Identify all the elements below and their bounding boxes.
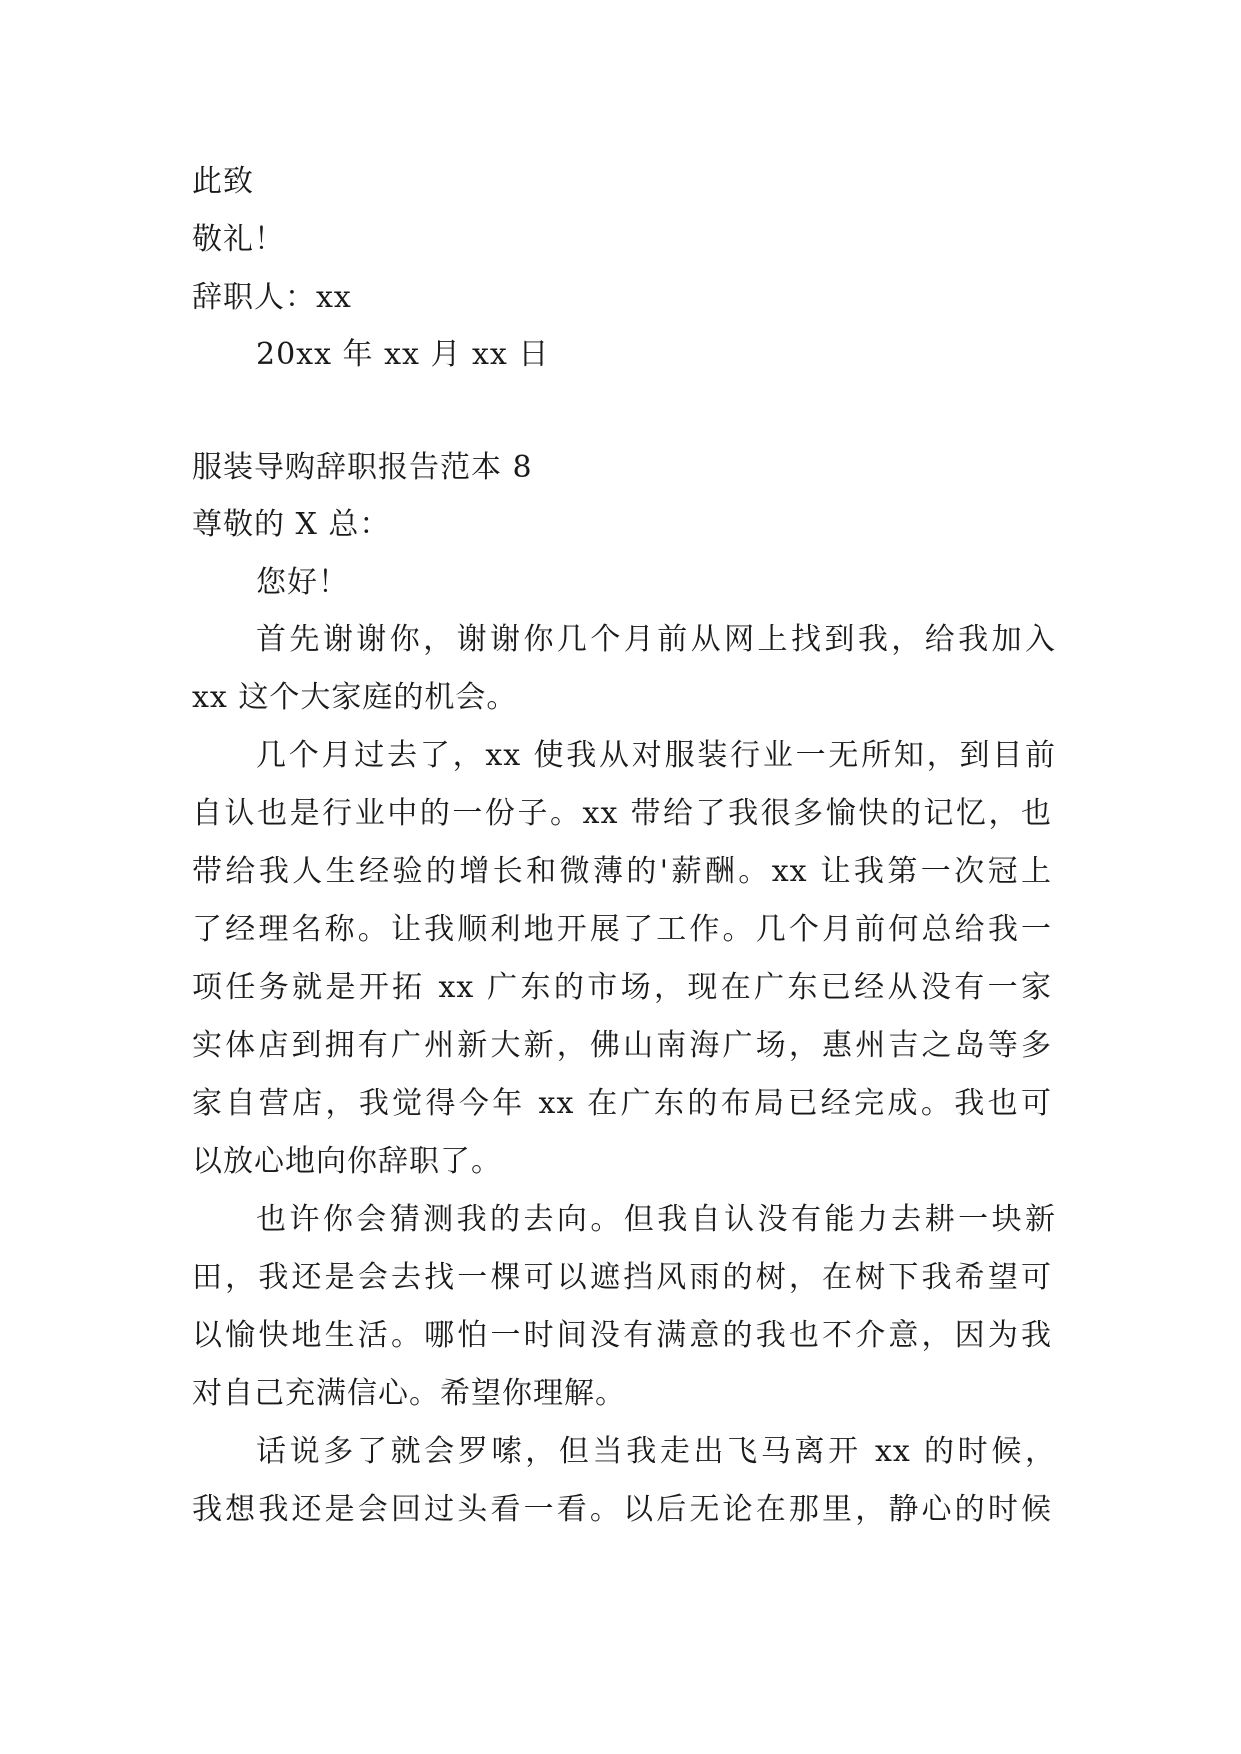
paragraph-3-line-4: 对自己充满信心。希望你理解。 [192, 1376, 626, 1411]
paragraph-1-line-2: xx 这个大家庭的机会。 [192, 680, 518, 715]
section-title: 服装导购辞职报告范本 8 [192, 450, 533, 485]
paragraph-3-line-3: 以愉快地生活。哪怕一时间没有满意的我也不介意，因为我 [192, 1318, 1052, 1353]
paragraph-1-line-1: 首先谢谢你，谢谢你几个月前从网上找到我，给我加入 [256, 622, 1056, 657]
date-line: 20xx 年 xx 月 xx 日 [256, 337, 550, 372]
paragraph-4-line-2: 我想我还是会回过头看一看。以后无论在那里，静心的时候 [192, 1492, 1052, 1527]
paragraph-2-line-1: 几个月过去了，xx 使我从对服装行业一无所知，到目前 [256, 738, 1056, 773]
paragraph-2-line-3: 带给我人生经验的增长和微薄的'薪酬。xx 让我第一次冠上 [192, 854, 1052, 889]
paragraph-3-line-2: 田，我还是会去找一棵可以遮挡风雨的树，在树下我希望可 [192, 1260, 1052, 1295]
salutation: 尊敬的 X 总： [192, 507, 391, 542]
paragraph-2-line-2: 自认也是行业中的一份子。xx 带给了我很多愉快的记忆，也 [192, 796, 1052, 831]
paragraph-2-line-4: 了经理名称。让我顺利地开展了工作。几个月前何总给我一 [192, 912, 1052, 947]
paragraph-4-line-1: 话说多了就会罗嗦，但当我走出飞马离开 xx 的时候， [256, 1434, 1056, 1469]
paragraph-2-line-6: 实体店到拥有广州新大新，佛山南海广场，惠州吉之岛等多 [192, 1028, 1052, 1063]
paragraph-2-line-8: 以放心地向你辞职了。 [192, 1144, 502, 1179]
paragraph-3-line-1: 也许你会猜测我的去向。但我自认没有能力去耕一块新 [256, 1202, 1056, 1237]
signer-line: 辞职人：xx [192, 280, 352, 315]
paragraph-2-line-5: 项任务就是开拓 xx 广东的市场，现在广东已经从没有一家 [192, 970, 1052, 1005]
paragraph-2-line-7: 家自营店，我觉得今年 xx 在广东的布局已经完成。我也可 [192, 1086, 1052, 1121]
closing-line-1: 此致 [192, 164, 254, 199]
closing-line-2: 敬礼！ [192, 222, 285, 257]
greeting: 您好！ [256, 565, 349, 600]
